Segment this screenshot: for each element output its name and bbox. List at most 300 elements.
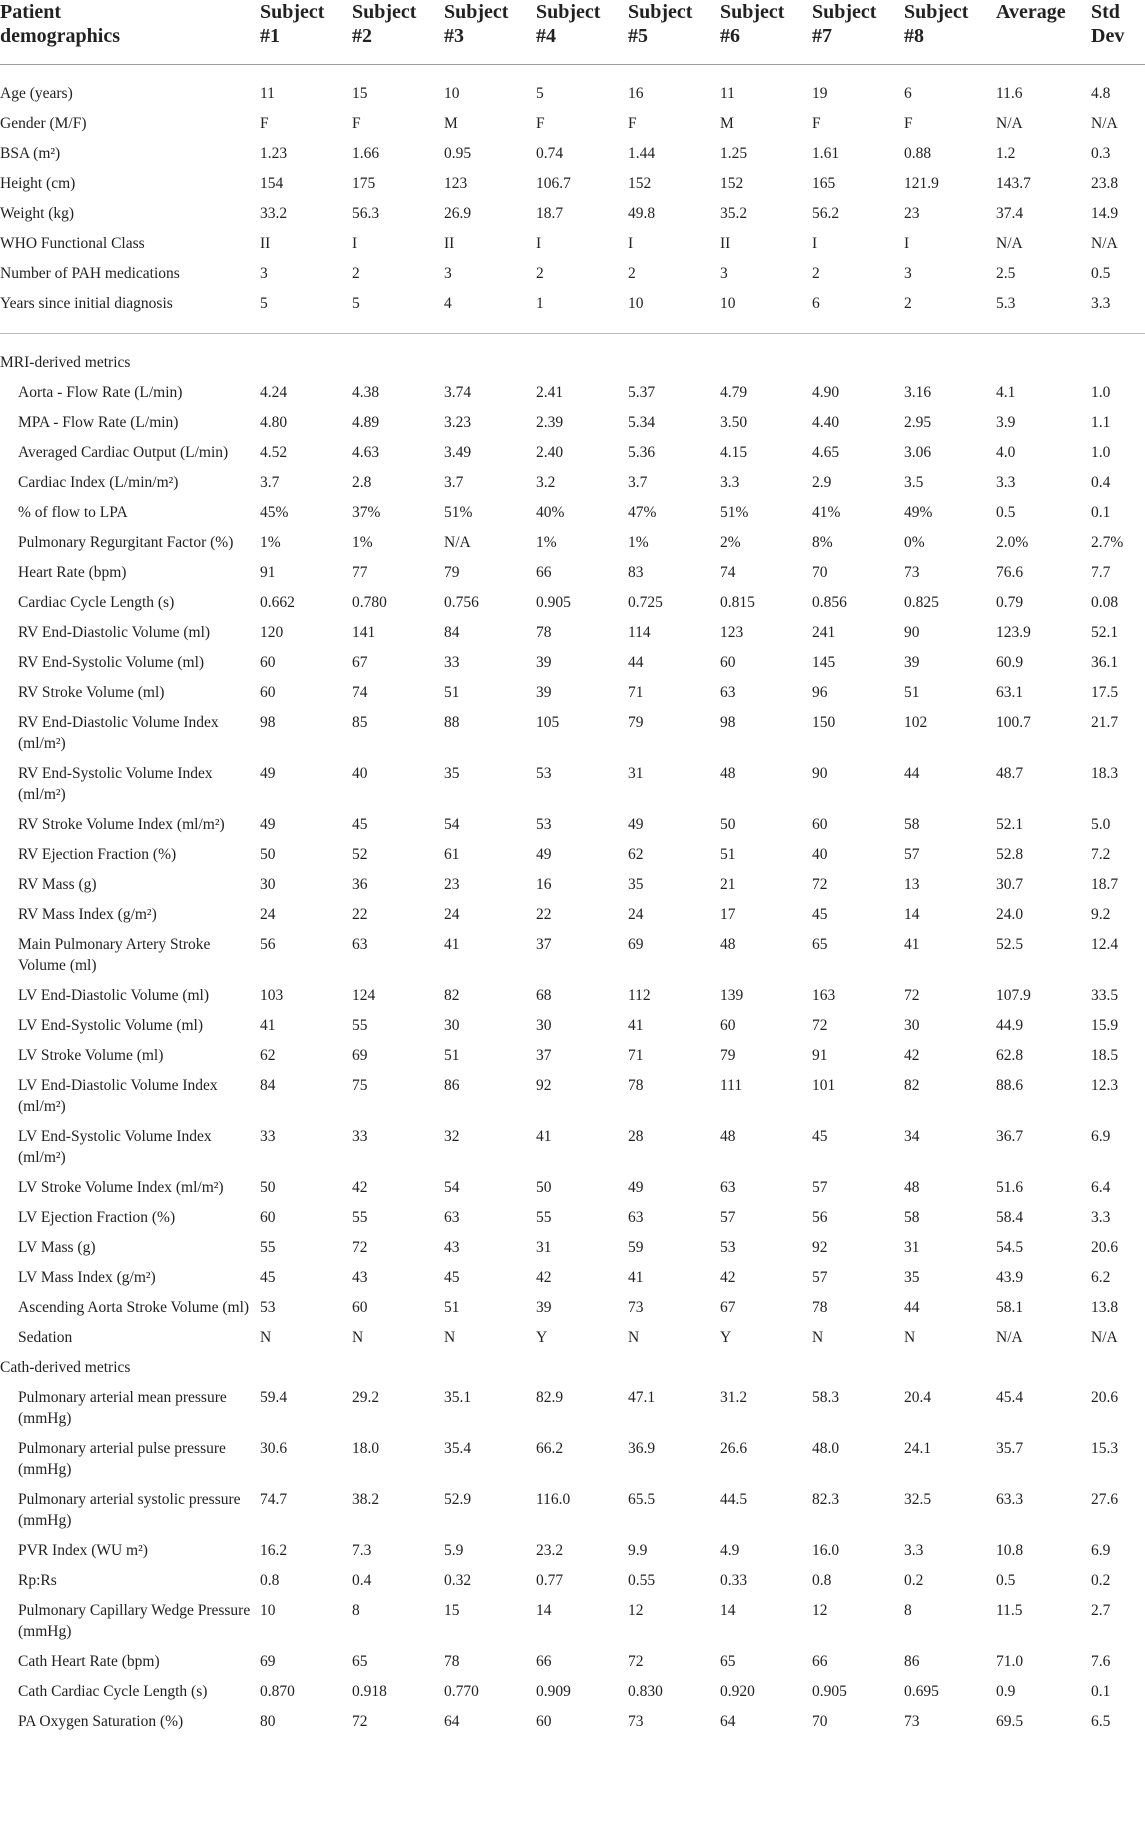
table-cell: 45 [260,1269,276,1286]
table-cell: 111 [720,1077,743,1094]
table-cell: 58 [904,816,920,833]
table-cell: 60 [720,1017,736,1034]
table-cell: 66 [536,1653,552,1670]
table-cell: 74 [352,684,368,701]
table-cell: 78 [628,1077,644,1094]
table-cell: 13.8 [1091,1299,1119,1316]
table-cell: 43 [444,1239,460,1256]
row-label: Ascending Aorta Stroke Volume (ml) [18,1299,250,1316]
table-cell: 57 [720,1209,736,1226]
table-cell: 55 [260,1239,276,1256]
table-cell: I [536,235,542,252]
table-cell: 2.9 [812,474,832,491]
row-label: Pulmonary arterial systolic pressure (mmHg) [18,1491,241,1529]
table-row [0,1233,1145,1263]
table-cell: 9.2 [1091,906,1111,923]
table-cell: 41 [444,936,460,953]
table-cell: 65 [720,1653,736,1670]
table-cell: II [444,235,455,252]
table-cell: 1.66 [352,145,380,162]
column-header: Subject #4 [536,1,601,47]
row-label: Rp:Rs [18,1572,57,1589]
table-cell: 31.2 [720,1389,748,1406]
table-cell: 3.74 [444,384,472,401]
table-cell: N [812,1329,824,1346]
table-cell: 4.1 [996,384,1016,401]
table-cell: 4.63 [352,444,380,461]
table-cell: 69 [352,1047,368,1064]
table-cell: 54 [444,816,460,833]
table-cell: 0.909 [536,1683,571,1700]
table-row [0,438,1145,468]
table-row [0,1041,1145,1071]
table-cell: 33 [352,1128,368,1145]
table-cell: 54.5 [996,1239,1024,1256]
table-row [0,169,1145,199]
table-cell: 0.4 [1091,474,1111,491]
table-cell: 49 [260,765,276,782]
table-cell: 4.15 [720,444,748,461]
table-cell: 3.2 [536,474,556,491]
column-header-label: Patient demographics [0,1,120,47]
table-cell: 27.6 [1091,1491,1119,1508]
table-row [0,1011,1145,1041]
table-cell: 36.7 [996,1128,1024,1145]
row-label: Height (cm) [0,175,76,192]
row-label: MPA - Flow Rate (L/min) [18,414,179,431]
table-cell: 48.7 [996,765,1024,782]
table-cell: 51 [720,846,736,863]
table-cell: 3.5 [904,474,924,491]
table-cell: 35.7 [996,1440,1024,1457]
table-cell: 45% [260,504,289,521]
row-label: RV Mass Index (g/m²) [18,906,157,923]
table-cell: 0.870 [260,1683,295,1700]
table-cell: 1 [536,295,544,312]
table-cell: 15 [352,85,368,102]
table-cell: 45.4 [996,1389,1024,1406]
table-cell: 78 [812,1299,828,1316]
table-cell: 67 [352,654,368,671]
table-cell: 32 [444,1128,460,1145]
table-row [0,378,1145,408]
table-cell: 10 [260,1602,276,1619]
table-cell: 53 [720,1239,736,1256]
table-cell: 0.5 [996,1572,1016,1589]
table-cell: 58.1 [996,1299,1024,1316]
table-cell: 154 [260,175,284,192]
table-cell: 105 [536,714,560,731]
table-cell: 13 [904,876,920,893]
table-row [0,810,1145,840]
table-cell: 36.1 [1091,654,1119,671]
column-header: Subject #1 [260,1,325,47]
table-cell: 41 [628,1269,644,1286]
table-cell: 48 [720,765,736,782]
table-cell: 1.0 [1091,384,1111,401]
table-cell: 22 [536,906,552,923]
table-cell: 44 [904,765,920,782]
row-label: RV Stroke Volume Index (ml/m²) [18,816,225,833]
table-cell: 0.825 [904,594,939,611]
table-cell: N/A [996,1329,1023,1346]
table-cell: 30 [260,876,276,893]
table-cell: 5 [260,295,268,312]
table-cell: 4.24 [260,384,288,401]
table-cell: 23 [444,876,460,893]
table-row [0,79,1145,109]
table-cell: 49 [260,816,276,833]
table-cell: 65 [812,936,828,953]
table-cell: 56.2 [812,205,840,222]
table-cell: 76.6 [996,564,1024,581]
table-cell: 51 [444,1299,460,1316]
table-row [0,259,1145,289]
table-cell: 165 [812,175,836,192]
table-cell: 48 [904,1179,920,1196]
row-label: Cardiac Cycle Length (s) [18,594,175,611]
table-cell: 42 [720,1269,736,1286]
table-cell: 20.6 [1091,1239,1119,1256]
table-cell: 51% [444,504,473,521]
table-cell: 51% [720,504,749,521]
table-row [0,648,1145,678]
table-cell: I [352,235,358,252]
table-cell: 30.6 [260,1440,288,1457]
table-cell: 57 [904,846,920,863]
table-cell: 64 [720,1713,736,1730]
table-cell: 23 [904,205,920,222]
table-cell: 5.9 [444,1542,464,1559]
table-cell: 15 [444,1602,460,1619]
table-cell: 3.9 [996,414,1016,431]
table-cell: Y [536,1329,548,1346]
table-cell: 33.5 [1091,987,1119,1004]
table-cell: 16.0 [812,1542,840,1559]
table-cell: 63 [444,1209,460,1226]
table-cell: 3.7 [260,474,280,491]
table-spacer [0,65,1145,79]
table-cell: 12 [812,1602,828,1619]
table-cell: 175 [352,175,376,192]
table-row [0,1434,1145,1485]
table-cell: 42 [536,1269,552,1286]
table-cell: 7.3 [352,1542,372,1559]
table-cell: 11.6 [996,85,1023,102]
table-cell: N/A [996,115,1023,132]
table-cell: 40% [536,504,565,521]
table-cell: 41 [260,1017,276,1034]
table-cell: 24 [628,906,644,923]
column-header: Std Dev [1091,1,1125,47]
table-cell: II [260,235,271,252]
table-cell: 79 [628,714,644,731]
table-cell: 2 [536,265,544,282]
table-cell: 45 [812,1128,828,1145]
table-cell: I [904,235,910,252]
table-cell: 0.830 [628,1683,663,1700]
table-cell: 2.41 [536,384,564,401]
table-cell: 3.3 [904,1542,924,1559]
table-cell: 37.4 [996,205,1024,222]
table-cell: 73 [628,1713,644,1730]
table-cell: 8 [904,1602,912,1619]
row-label: Aorta - Flow Rate (L/min) [18,384,183,401]
table-cell: 41 [628,1017,644,1034]
table-cell: 3.3 [996,474,1016,491]
table-cell: 0.4 [352,1572,372,1589]
table-cell: 69.5 [996,1713,1024,1730]
table-cell: 14 [720,1602,736,1619]
table-cell: 2 [904,295,912,312]
table-cell: 12.4 [1091,936,1119,953]
table-cell: 31 [904,1239,920,1256]
table-row [0,1293,1145,1323]
table-cell: 4.90 [812,384,840,401]
table-cell: 70 [812,564,828,581]
table-cell: 8% [812,534,833,551]
table-cell: 112 [628,987,651,1004]
table-cell: 3.3 [720,474,740,491]
table-cell: 56.3 [352,205,380,222]
table-cell: 123 [720,624,744,641]
table-cell: 36.9 [628,1440,656,1457]
table-cell: 71 [628,684,644,701]
table-cell: 18.0 [352,1440,380,1457]
table-cell: 23.2 [536,1542,564,1559]
table-cell: 98 [720,714,736,731]
table-cell: 4 [444,295,452,312]
table-cell: 83 [628,564,644,581]
table-cell: 84 [444,624,460,641]
table-cell: M [720,115,734,132]
table-cell: 8 [352,1602,360,1619]
table-row [0,1677,1145,1707]
column-header: Subject #8 [904,1,969,47]
row-label: Averaged Cardiac Output (L/min) [18,444,229,461]
section-heading: Cath-derived metrics [0,1359,131,1376]
table-cell: 36 [352,876,368,893]
table-cell: 63 [352,936,368,953]
row-label: Sedation [18,1329,73,1346]
table-cell: 15.9 [1091,1017,1119,1034]
table-cell: 6.9 [1091,1128,1111,1145]
table-cell: 0.55 [628,1572,656,1589]
row-label: RV End-Diastolic Volume (ml) [18,624,211,641]
table-cell: 40 [352,765,368,782]
table-cell: 121.9 [904,175,939,192]
table-cell: 5.36 [628,444,656,461]
table-cell: 72 [352,1713,368,1730]
table-cell: 100.7 [996,714,1031,731]
table-cell: 3.16 [904,384,932,401]
row-label: Years since initial diagnosis [0,295,173,312]
table-cell: 0.77 [536,1572,564,1589]
table-cell: 52.9 [444,1491,472,1508]
column-header: Subject #6 [720,1,785,47]
row-label: BSA (m²) [0,145,61,162]
table-cell: 0.8 [812,1572,832,1589]
table-cell: 31 [628,765,644,782]
table-cell: 66 [812,1653,828,1670]
table-cell: 24 [444,906,460,923]
table-cell: 0.725 [628,594,663,611]
table-cell: Y [720,1329,732,1346]
table-cell: 49.8 [628,205,656,222]
row-label: Age (years) [0,85,73,102]
table-cell: 73 [904,1713,920,1730]
table-cell: 30.7 [996,876,1024,893]
row-label: % of flow to LPA [18,504,128,521]
table-cell: 0.918 [352,1683,387,1700]
table-cell: 35.1 [444,1389,472,1406]
table-cell: 35 [628,876,644,893]
table-cell: 152 [628,175,652,192]
table-cell: 18.7 [1091,876,1119,893]
table-cell: 63.1 [996,684,1024,701]
row-label: Gender (M/F) [0,115,87,132]
table-row [0,1263,1145,1293]
table-cell: 2.7% [1091,534,1124,551]
table-cell: 65 [352,1653,368,1670]
table-cell: 4.79 [720,384,748,401]
table-cell: 18.7 [536,205,564,222]
table-cell: 35 [444,765,460,782]
table-cell: 37 [536,936,552,953]
table-cell: 47.1 [628,1389,656,1406]
table-cell: M [444,115,458,132]
table-cell: 3.7 [444,474,464,491]
table-cell: 120 [260,624,284,641]
table-cell: 88 [444,714,460,731]
table-cell: 1.61 [812,145,840,162]
table-cell: 1.44 [628,145,656,162]
table-cell: I [628,235,634,252]
table-cell: 43.9 [996,1269,1024,1286]
table-cell: 2 [812,265,820,282]
table-cell: 0.695 [904,1683,939,1700]
table-cell: 26.6 [720,1440,748,1457]
table-cell: 92 [536,1077,552,1094]
table-cell: 24 [260,906,276,923]
column-header: Subject #5 [628,1,693,47]
table-cell: N/A [1091,115,1118,132]
table-cell: 39 [536,684,552,701]
table-cell: 44.5 [720,1491,748,1508]
row-label: LV Mass Index (g/m²) [18,1269,156,1286]
table-row [0,1647,1145,1677]
table-cell: 150 [812,714,836,731]
table-cell: 86 [904,1653,920,1670]
table-cell: 3 [444,265,452,282]
table-cell: 26.9 [444,205,472,222]
table-cell: 61 [444,846,460,863]
row-label: Main Pulmonary Artery Stroke Volume (ml) [18,936,211,974]
table-cell: 49% [904,504,933,521]
table-cell: F [260,115,269,132]
table-cell: F [904,115,913,132]
row-label: Pulmonary Regurgitant Factor (%) [18,534,234,551]
row-label: WHO Functional Class [0,235,145,252]
table-cell: 30 [536,1017,552,1034]
table-cell: 57 [812,1269,828,1286]
table-cell: 57 [812,1179,828,1196]
table-cell: 45 [352,816,368,833]
table-cell: 60 [812,816,828,833]
table-cell: 2.5 [996,265,1016,282]
table-cell: 6.4 [1091,1179,1111,1196]
table-cell: 63 [720,1179,736,1196]
row-label: Heart Rate (bpm) [18,564,127,581]
table-cell: 2.40 [536,444,564,461]
table-cell: 24.1 [904,1440,932,1457]
table-row [0,1122,1145,1173]
row-label: RV Ejection Fraction (%) [18,846,177,863]
table-row [0,930,1145,981]
table-cell: 1.23 [260,145,288,162]
table-cell: 56 [260,936,276,953]
table-cell: 124 [352,987,376,1004]
table-spacer [0,334,1145,348]
section-heading: MRI-derived metrics [0,354,131,371]
table-cell: 19 [812,85,828,102]
table-cell: 6.9 [1091,1542,1111,1559]
table-cell: 143.7 [996,175,1031,192]
table-cell: 20.4 [904,1389,932,1406]
table-cell: 52.1 [996,816,1024,833]
table-cell: 4.65 [812,444,840,461]
row-label: Pulmonary Capillary Wedge Pressure (mmHg) [18,1602,251,1640]
table-cell: 23.8 [1091,175,1119,192]
table-cell: 30 [444,1017,460,1034]
table-cell: 0.3 [1091,145,1111,162]
table-cell: 0.662 [260,594,295,611]
table-row [0,618,1145,648]
table-cell: 114 [628,624,651,641]
table-cell: 62.8 [996,1047,1024,1064]
table-cell: 55 [352,1017,368,1034]
table-cell: 58 [904,1209,920,1226]
table-cell: 4.8 [1091,85,1111,102]
table-cell: 33.2 [260,205,288,222]
table-cell: 59 [628,1239,644,1256]
table-cell: 78 [536,624,552,641]
table-row [0,468,1145,498]
table-cell: 2.7 [1091,1602,1111,1619]
table-cell: 5.0 [1091,816,1111,833]
row-label: Cath Heart Rate (bpm) [18,1653,160,1670]
table-cell: 71 [628,1047,644,1064]
row-label: RV End-Diastolic Volume Index (ml/m²) [18,714,219,752]
table-cell: 5.34 [628,414,656,431]
table-row [0,498,1145,528]
table-cell: 55 [352,1209,368,1226]
table-cell: N [628,1329,640,1346]
table-cell: 0.08 [1091,594,1119,611]
row-label: Weight (kg) [0,205,75,222]
table-cell: 53 [260,1299,276,1316]
table-cell: N [260,1329,272,1346]
table-cell: 2 [628,265,636,282]
table-cell: 50 [720,816,736,833]
table-cell: 67 [720,1299,736,1316]
table-cell: 3.7 [628,474,648,491]
table-cell: 106.7 [536,175,571,192]
table-cell: 2.95 [904,414,932,431]
table-cell: 21 [720,876,736,893]
row-label: PA Oxygen Saturation (%) [18,1713,184,1730]
table-cell: 0.5 [996,504,1016,521]
